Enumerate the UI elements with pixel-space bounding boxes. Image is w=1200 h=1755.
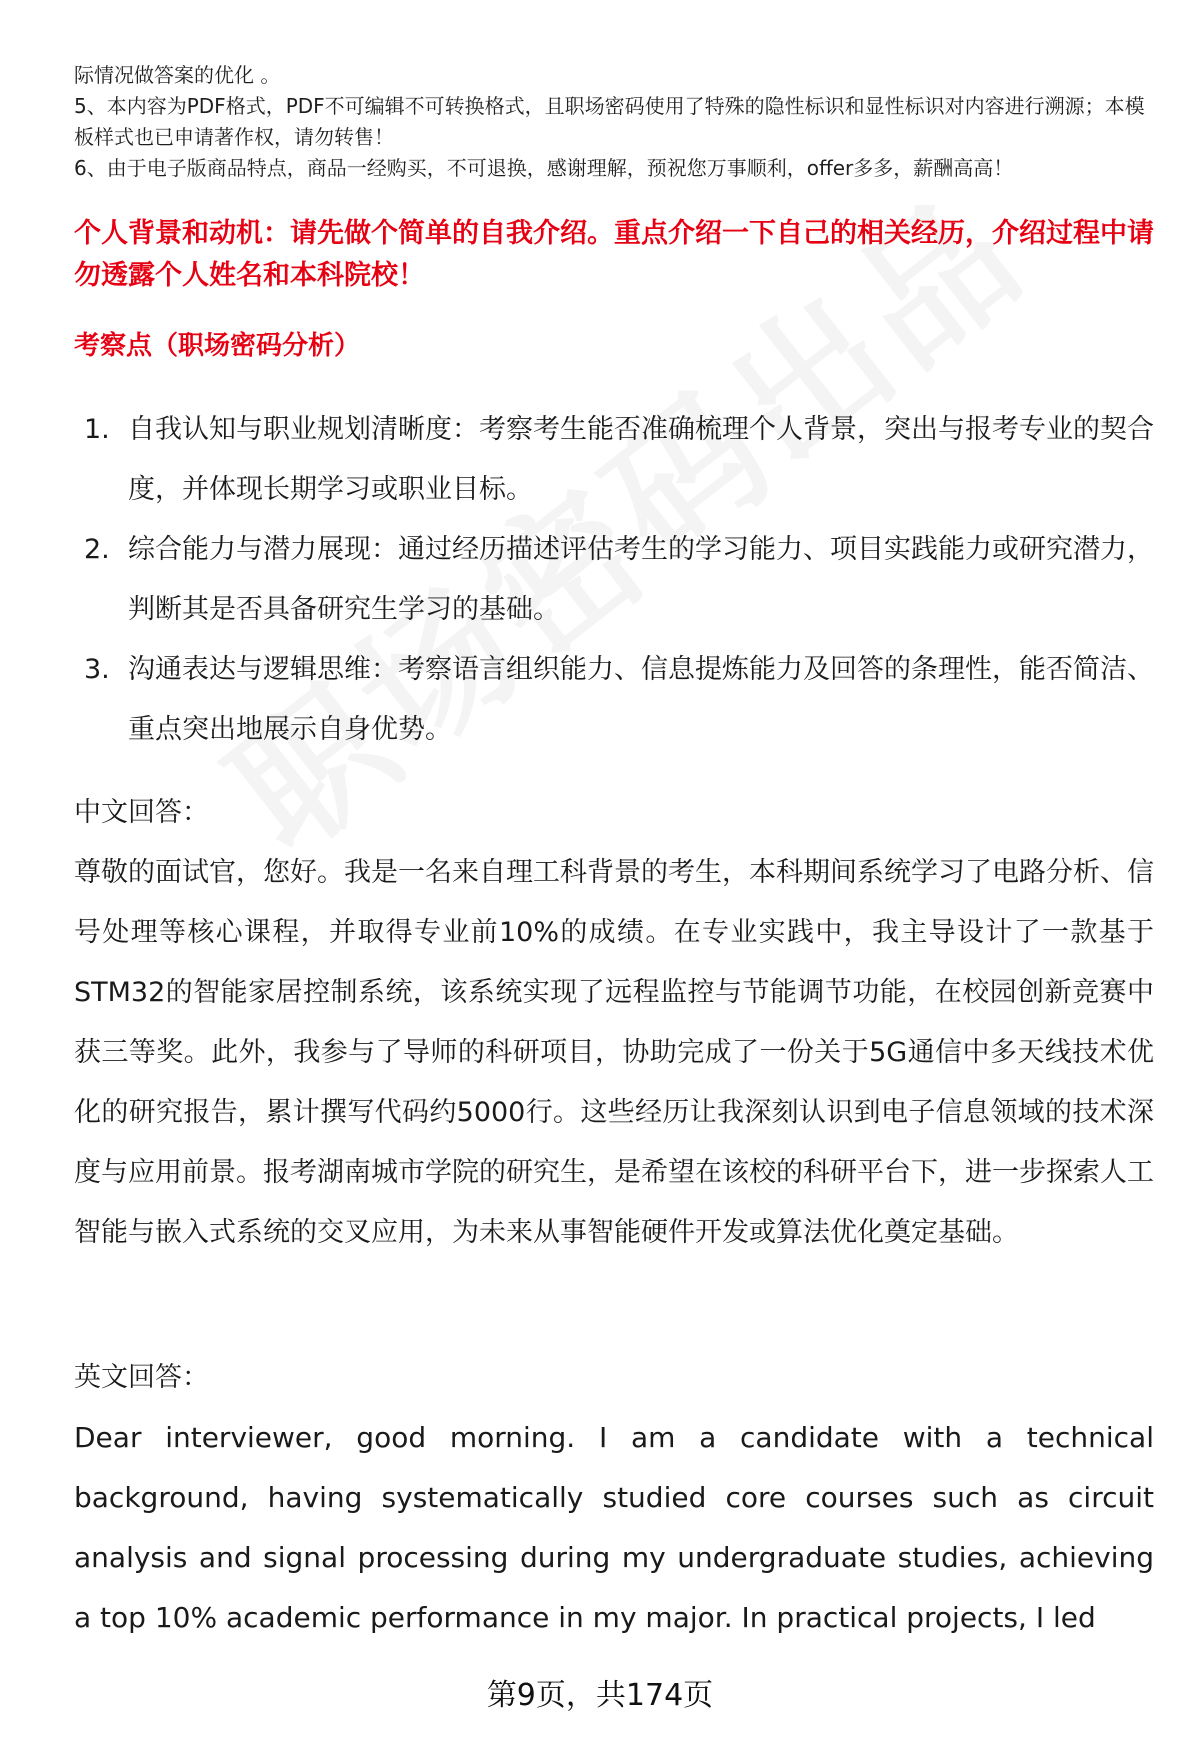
- chinese-answer: 尊敬的面试官，您好。我是一名来自理工科背景的考生，本科期间系统学习了电路分析、信号处理等核心课程，并取得专业前10%的成绩。在专业实践中，我主导设计了一款基于STM32的智能家居控制系统，该系统实现了远程监控与节能调节功能，在校园创新竞赛中获三等奖。此外，我参与了导师的科研项目，协助完成了一份关于5G通信中多天线技术优化的研究报告，累计撰写代码约5000行。这些经历让我深刻认识到电子信息领域的技术深度与应用前景。报考湖南城市学院的研究生，是希望在该校的科研平台下，进一步探索人工智能与嵌入式系统的交叉应用，为未来从事智能硬件开发或算法优化奠定基础。: [74, 857, 1154, 1248]
- english-answer: Dear interviewer, good morning. I am a candidate with a technical background, having systematically studied core courses such as circuit analysis and signal processing during my undergraduate studies, achieving a top 10% academic performance in my major. In practical projects, I led: [74, 1421, 1154, 1634]
- list-item-text: 自我认知与职业规划清晰度：考察考生能否准确梳理个人背景，突出与报考专业的契合度，并体现长期学习或职业目标。: [128, 414, 1154, 505]
- list-item-text: 综合能力与潜力展现：通过经历描述评估考生的学习能力、项目实践能力或研究潜力，判断其是否具备研究生学习的基础。: [128, 534, 1154, 625]
- notice-list: [74, 60, 1164, 184]
- list-item-text: 沟通表达与逻辑思维：考察语言组织能力、信息提炼能力及回答的条理性，能否简洁、重点突出地展示自身优势。: [128, 654, 1154, 745]
- notice-line: 6、由于电子版商品特点，商品一经购买，不可退换，感谢理解，预祝您万事顺利，offer多多，薪酬高高！: [74, 156, 1014, 180]
- list-item-number: 1.: [84, 414, 110, 445]
- english-answer-label: 英文回答：: [74, 1362, 209, 1393]
- assessment-points-title: 考察点（职场密码分析）: [74, 331, 361, 361]
- question-heading: 个人背景和动机：请先做个简单的自我介绍。重点介绍一下自己的相关经历，介绍过程中请勿透露个人姓名和本科院校！: [74, 218, 1154, 291]
- list-item-number: 2.: [84, 534, 110, 565]
- notice-line: 5、本内容为PDF格式，PDF不可编辑不可转换格式，且职场密码使用了特殊的隐性标识和显性标识对内容进行溯源；本模板样式也已申请著作权，请勿转售！: [74, 94, 1145, 149]
- assessment-points-list: [84, 400, 1154, 760]
- list-item: [84, 640, 1154, 760]
- notice-line: 际情况做答案的优化 。: [74, 63, 281, 87]
- list-item: [84, 520, 1154, 640]
- page-number: 第9页，共174页: [486, 1678, 714, 1713]
- list-item: [84, 400, 1154, 520]
- list-item-number: 3.: [84, 654, 110, 685]
- chinese-answer-label: 中文回答：: [74, 797, 209, 828]
